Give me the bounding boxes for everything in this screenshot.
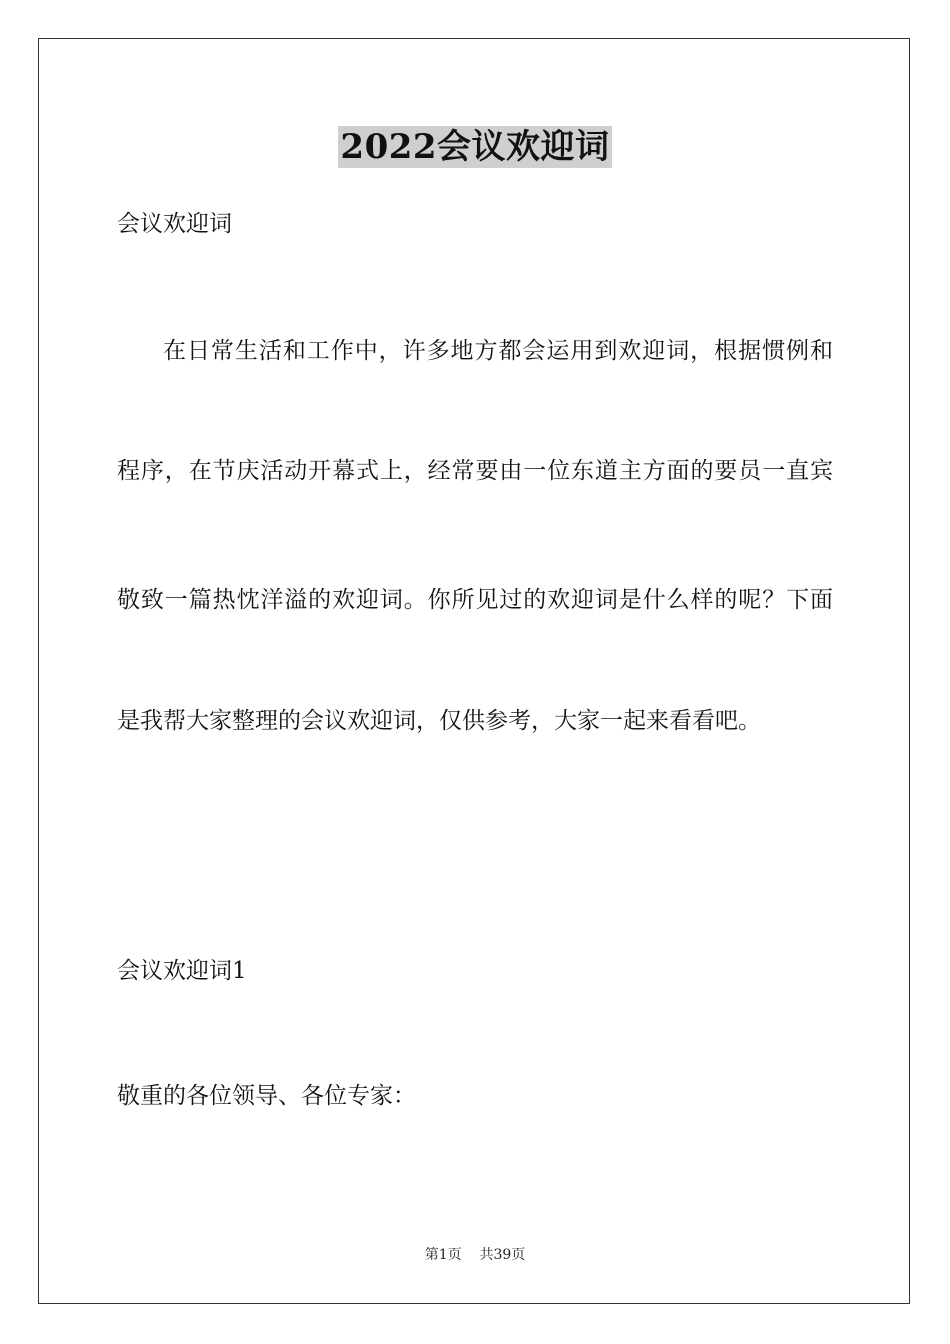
title-container bbox=[0, 126, 950, 168]
document-title: 2022会议欢迎词 bbox=[340, 127, 610, 167]
intro-line-4: 是我帮大家整理的会议欢迎词，仅供参考，大家一起来看看吧。 bbox=[117, 708, 761, 734]
salutation: 敬重的各位领导、各位专家： bbox=[117, 1083, 416, 1109]
intro-line-3: 敬致一篇热忱洋溢的欢迎词。你所见过的欢迎词是什么样的呢？下面 bbox=[117, 587, 833, 613]
page-total: 共39页 bbox=[479, 1247, 526, 1263]
intro-line-2: 程序，在节庆活动开幕式上，经常要由一位东道主方面的要员一直宾 bbox=[117, 458, 833, 484]
page-footer bbox=[0, 1246, 950, 1264]
section-heading: 会议欢迎词1 bbox=[117, 958, 247, 984]
document-subtitle: 会议欢迎词 bbox=[117, 211, 232, 237]
page-number: 第1页 bbox=[424, 1247, 462, 1263]
intro-line-1: 在日常生活和工作中，许多地方都会运用到欢迎词，根据惯例和 bbox=[163, 338, 833, 364]
